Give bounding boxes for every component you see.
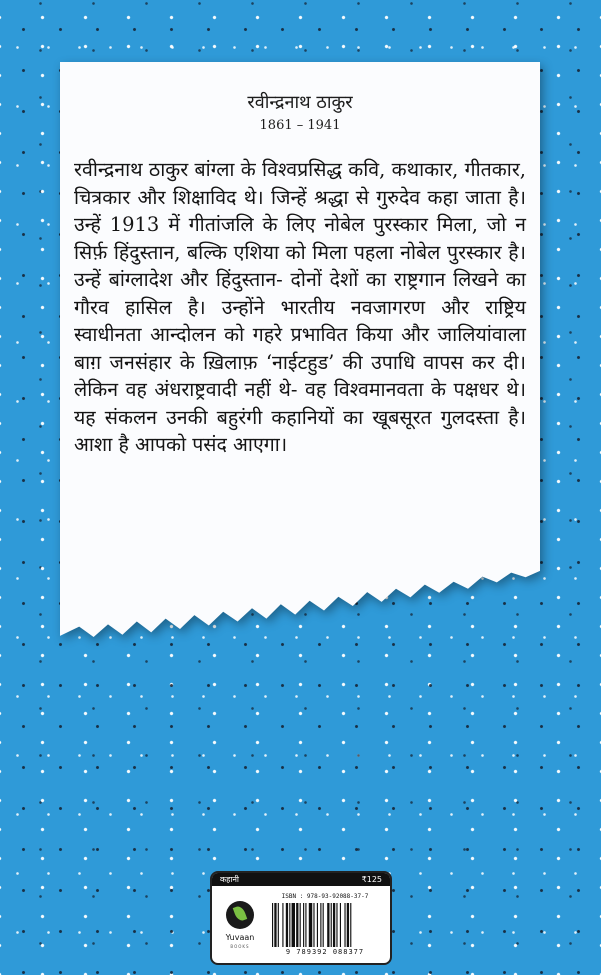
barcode-bar <box>340 903 341 947</box>
barcode-bar <box>333 903 335 947</box>
isbn-label: ISBN : 978-93-92088-37-7 <box>281 893 369 900</box>
barcode-digits: 9 789392 088377 <box>285 948 365 956</box>
barcode-bar <box>317 903 318 947</box>
barcode-bar <box>331 903 332 947</box>
barcode-bar <box>347 903 349 947</box>
barcode-bar <box>336 903 337 947</box>
torn-paper-note <box>60 62 540 637</box>
barcode-panel-header <box>212 873 390 886</box>
leaf-shape <box>233 905 248 923</box>
barcode-bar <box>323 903 324 947</box>
barcode-bar <box>313 903 314 947</box>
barcode-bar <box>286 903 288 947</box>
barcode-bar <box>274 903 276 947</box>
barcode-bar <box>300 903 301 947</box>
barcode-bar <box>344 903 345 947</box>
author-lifespan: 1861 – 1941 <box>259 118 341 133</box>
leaf-icon <box>226 901 254 929</box>
barcode-graphic <box>272 903 384 947</box>
barcode-panel <box>210 871 392 965</box>
barcode-bar <box>296 903 298 947</box>
barcode-bar <box>289 903 290 947</box>
publisher-tagline: BOOKS <box>230 944 250 949</box>
barcode-bar <box>350 903 351 947</box>
barcode-bar <box>305 903 306 947</box>
author-name: रवीन्द्रनाथ ठाकुर <box>247 92 353 113</box>
publisher-name: Yuvaan <box>225 933 255 942</box>
barcode-bar <box>278 903 279 947</box>
genre-label: कहानी <box>220 875 239 884</box>
price-label: ₹125 <box>361 875 382 884</box>
barcode-bar <box>292 903 295 947</box>
barcode-bar <box>272 903 273 947</box>
barcode-bar <box>303 903 304 947</box>
barcode-bar <box>327 903 329 947</box>
barcode-bar <box>320 903 321 947</box>
author-bio: रवीन्द्रनाथ ठाकुर बांग्ला के विश्वप्रसिद्ध कवि, कथाकार, गीतकार, चित्रकार और शिक्षाविद थे। जिन्हें श्रद्धा से गुरुदेव कहा जाता है। उन्हें 1913 में गीतांजलि के लिए नोबेल पुरस्कार मिला, जो न सिर्फ़ हिंदुस्तान, बल्कि एशिया को मिला पहला नोबेल पुरस्कार है। उन्हें बांग्लादेश और हिंदुस्तान- दोनों देशों का राष्ट्रगान लिखने का गौरव हासिल है। उन्होंने भारतीय नवजागरण और राष्ट्रिय स्वाधीनता आन्दोलन को गहरे प्रभावित किया और जालियांवाला बाग़ जनसंहार के ख़िलाफ़ ‘नाईटहुड’ की उपाधि वापस कर दी। लेकिन वह अंधराष्ट्रवादी नहीं थे- वह विश्वमानवता के पक्षधर थे। यह संकलन उनकी बहुरंगी कहानियों का खूबसूरत गुलदस्ता है। आशा है आपको पसंद आएगा। <box>74 158 526 456</box>
barcode-bar <box>309 903 312 947</box>
barcode-bar <box>282 903 283 947</box>
